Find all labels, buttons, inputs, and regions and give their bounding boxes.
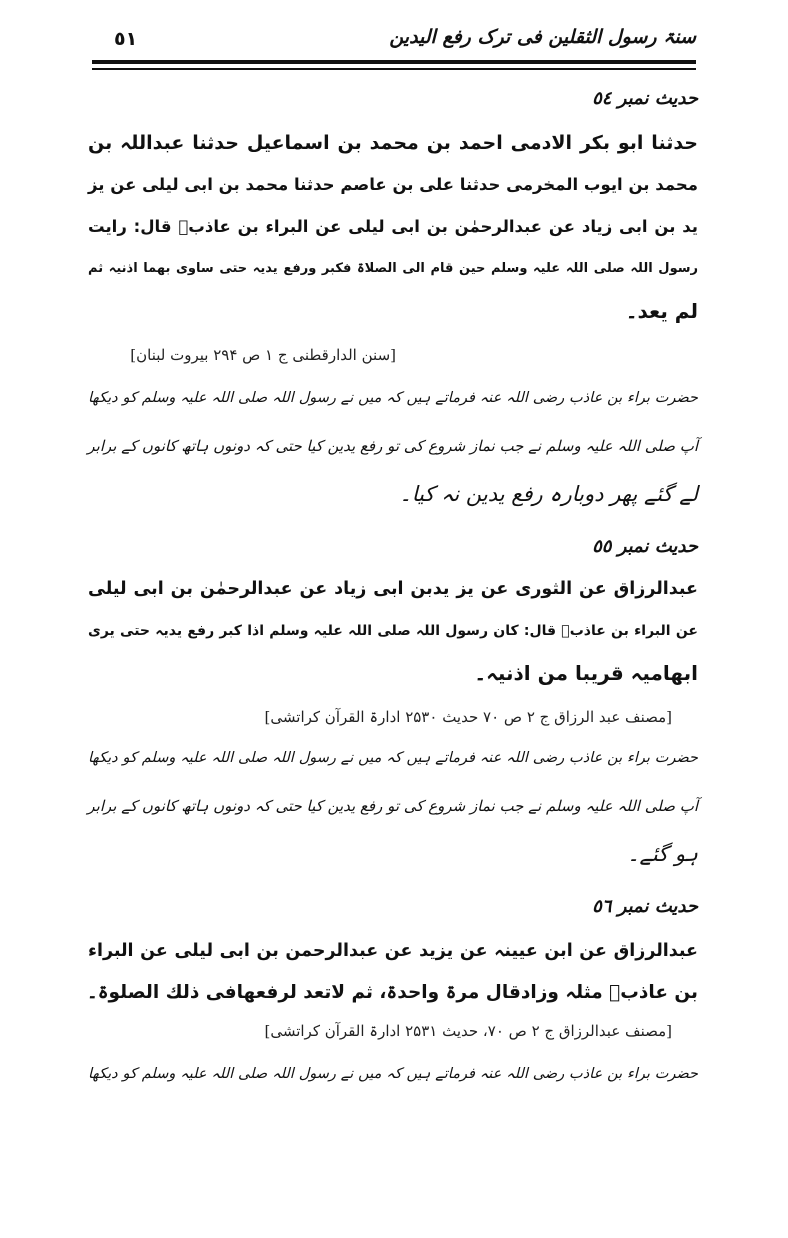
- hadith-54-citation-block: [88, 346, 396, 364]
- citation: [مصنف عبد الرزاق ج ۲ ص ۷۰ حدیث ۲۵۳۰ ادارۃ القرآن کراتشی]: [264, 708, 672, 726]
- urdu-line: ہو گئے۔: [627, 842, 698, 866]
- hadith-54-arabic-text: [88, 122, 698, 332]
- header-rule-thin: [92, 68, 696, 70]
- arabic-line: لم یعد۔: [625, 299, 698, 323]
- urdu-line: آپ صلی اللہ علیہ وسلم نے جب نماز شروع کی تو رفع یدین کیا حتی کہ دونوں ہاتھ کانوں کے برابر: [87, 797, 698, 815]
- hadith-54-heading-block: [88, 88, 698, 109]
- hadith-55-arabic-text: [88, 568, 698, 694]
- arabic-line: عن البراء بن عاذبؓ قال: کان رسول اللہ صلی اللہ علیہ وسلم اذا کبر رفع یدیہ حتی یری: [88, 623, 698, 639]
- arabic-line: ابهامیہ قریبا من اذنیہ۔: [474, 661, 698, 685]
- hadith-56-urdu-translation: [88, 1050, 698, 1098]
- hadith-55-urdu-translation: [88, 734, 698, 878]
- hadith-55-heading-block: [88, 536, 698, 557]
- arabic-line: ید بن ابی زیاد عن عبدالرحمٰن بن ابی لیلی عن البراء بن عاذبؓ قال: رایت: [88, 217, 698, 236]
- header-rule-thick: [92, 60, 696, 64]
- hadith-heading: حدیث نمبر ٥٦: [592, 896, 698, 917]
- arabic-line: حدثنا ابو بکر الادمی احمد بن محمد بن اسماعیل حدثنا عبداللہ بن: [88, 132, 698, 154]
- hadith-55-citation-block: [88, 708, 672, 726]
- page-number: ٥١: [114, 28, 138, 50]
- hadith-heading: حدیث نمبر ٥٤: [592, 88, 698, 109]
- urdu-line: حضرت براء بن عاذب رضی اللہ عنہ فرماتے ہیں کہ میں نے رسول اللہ صلی اللہ علیہ وسلم کو دیکھا: [88, 390, 698, 406]
- arabic-line: محمد بن ایوب المخرمی حدثنا علی بن عاصم حدثنا محمد بن ابی لیلی عن یز: [88, 175, 698, 194]
- arabic-line: عبدالرزاق عن ابن عیینہ عن یزید عن عبدالرحمن بن ابی لیلی عن البراء: [88, 941, 698, 961]
- arabic-line: بن عاذبؓ مثلہ وزادقال مرۃ واحدۃ، ثم لاتعد لرفعهافی ذلك الصلوۃ۔: [86, 982, 698, 1003]
- urdu-line: حضرت براء بن عاذب رضی اللہ عنہ فرماتے ہیں کہ میں نے رسول اللہ صلی اللہ علیہ وسلم کو دیکھا: [88, 750, 698, 766]
- hadith-heading: حدیث نمبر ٥٥: [592, 536, 698, 557]
- running-title: سنۃ رسول الثقلین فی ترک رفع الیدین: [389, 26, 696, 48]
- urdu-line: حضرت براء بن عاذب رضی اللہ عنہ فرماتے ہیں کہ میں نے رسول اللہ صلی اللہ علیہ وسلم کو دیکھا: [88, 1066, 698, 1082]
- urdu-line: لے گئے پھر دوبارہ رفع یدین نہ کیا۔: [399, 482, 698, 506]
- page-header: [92, 24, 696, 62]
- citation: [سنن الدارقطنی ج ۱ ص ۲۹۴ بیروت لبنان]: [130, 346, 396, 364]
- arabic-line: عبدالرزاق عن الثوری عن یز یدبن ابی زیاد عن عبدالرحمٰن بن ابی لیلی: [88, 579, 698, 599]
- hadith-54-urdu-translation: [88, 374, 698, 518]
- arabic-line: رسول اللہ صلی اللہ علیہ وسلم حین قام الی الصلاۃ فکبر ورفع یدیہ حتی ساوی بهما اذنیہ ثم: [88, 261, 698, 276]
- hadith-56-heading-block: [88, 896, 698, 917]
- hadith-56-arabic-text: [88, 930, 698, 1014]
- citation: [مصنف عبدالرزاق ج ۲ ص ۷۰، حدیث ۲۵۳۱ ادارۃ القرآن کراتشی]: [264, 1022, 672, 1040]
- urdu-line: آپ صلی اللہ علیہ وسلم نے جب نماز شروع کی تو رفع یدین کیا حتی کہ دونوں ہاتھ کانوں کے برابر: [87, 437, 698, 455]
- hadith-56-citation-block: [88, 1022, 672, 1040]
